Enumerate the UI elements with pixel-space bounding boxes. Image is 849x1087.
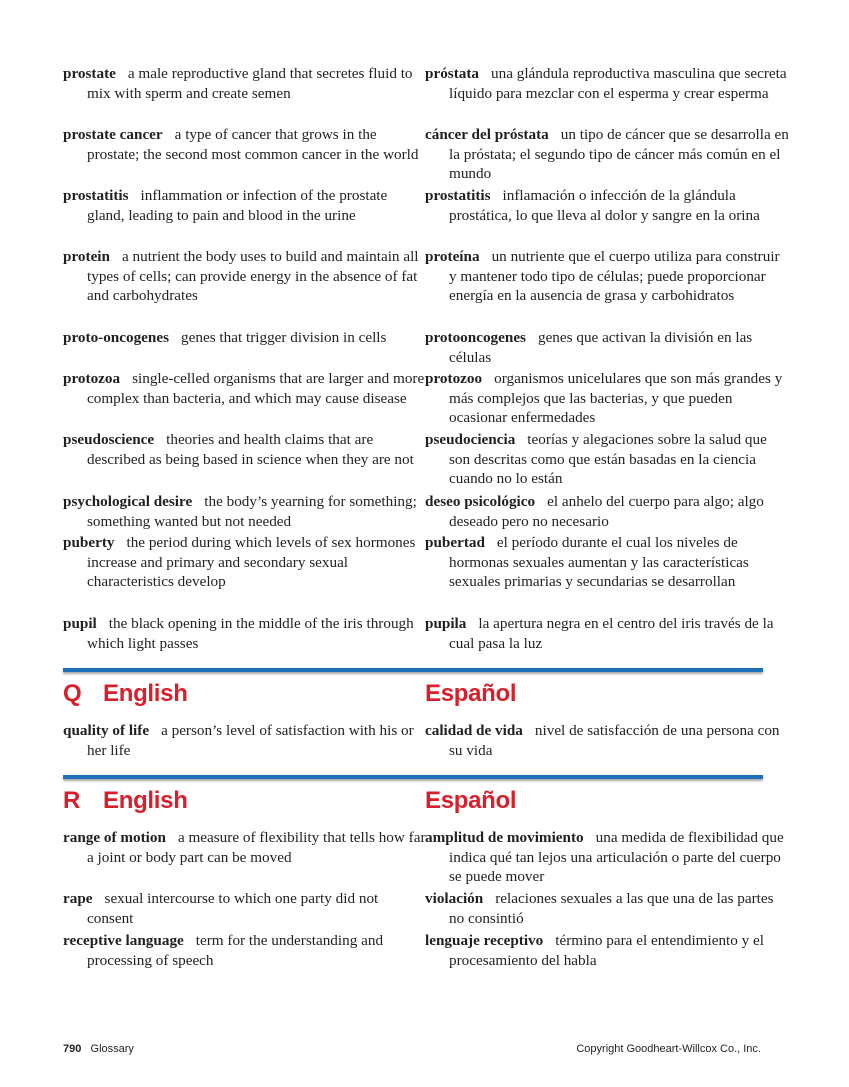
glossary-entry-en [63, 889, 427, 928]
entry-term: pubertad [425, 534, 485, 551]
entry-term: calidad de vida [425, 722, 523, 739]
entry-definition: un nutriente que el cuerpo utiliza para construir y mantener todo tipo de células; puede proporcionar energía en la ausencia de grasa y carbohidratos [449, 248, 780, 305]
glossary-entry-en [63, 247, 427, 306]
entry-definition: teorías y alegaciones sobre la salud que son descritas como que están basadas en la ciencia cuando no lo están [449, 431, 767, 488]
entry-definition: el período durante el cual los niveles de hormonas sexuales aumentan y las características sexuales primarias y secundarias se desarrollan [449, 534, 749, 591]
section-r-english-heading: English [103, 787, 188, 814]
entry-definition: sexual intercourse to which one party did not consent [87, 890, 379, 927]
entry-definition: una glándula reproductiva masculina que secreta líquido para mezclar con el esperma y crear esperma [449, 65, 787, 102]
entry-term: pseudoscience [63, 431, 155, 448]
entry-definition: term for the understanding and processing of speech [87, 932, 384, 969]
glossary-entry-es [425, 125, 789, 184]
glossary-entry-en [63, 64, 427, 103]
glossary-entry-es [425, 828, 789, 887]
entry-definition: the period during which levels of sex hormones increase and primary and secondary sexual characteristics develop [87, 534, 416, 591]
entry-definition: organismos unicelulares que son más grandes y más complejos que las bacterias, y que pueden ocasionar enfermedades [449, 370, 783, 427]
glossary-entry-es [425, 614, 789, 653]
entry-definition: single-celled organisms that are larger and more complex than bacteria, and which may cause disease [87, 370, 425, 407]
glossary-entry-en [63, 369, 427, 408]
glossary-entry-es [425, 889, 789, 928]
glossary-entry-en [63, 533, 427, 592]
entry-term: protooncogenes [425, 329, 526, 346]
glossary-entry-en [63, 828, 427, 867]
entry-definition: inflammation or infection of the prostate gland, leading to pain and blood in the urine [87, 187, 388, 224]
entry-definition: la apertura negra en el centro del iris través de la cual pasa la luz [449, 615, 774, 652]
section-q-english-heading: English [103, 680, 188, 707]
entry-definition: a male reproductive gland that secretes fluid to mix with sperm and create semen [87, 65, 413, 102]
section-r-spanish-heading: Español [425, 787, 517, 814]
entry-definition: término para el entendimiento y el procesamiento del habla [449, 932, 765, 969]
entry-definition: genes that trigger division in cells [181, 329, 387, 346]
entry-definition: una medida de flexibilidad que indica qué tan lejos una articulación o parte del cuerpo se puede mover [449, 829, 784, 886]
entry-term: prostatitis [63, 187, 129, 204]
entry-definition: genes que activan la división en las células [449, 329, 753, 366]
glossary-entry-en [63, 614, 427, 653]
glossary-entry-en [63, 328, 427, 348]
glossary-entry-en [63, 186, 427, 225]
glossary-entry-es [425, 430, 789, 489]
entry-term: lenguaje receptivo [425, 932, 544, 949]
entry-term: proto-oncogenes [63, 329, 170, 346]
entry-term: protozoo [425, 370, 483, 387]
entry-term: protein [63, 248, 110, 265]
entry-term: rape [63, 890, 93, 907]
copyright: Copyright Goodheart-Willcox Co., Inc. [576, 1043, 761, 1055]
entry-definition: the black opening in the middle of the iris through which light passes [87, 615, 414, 652]
entry-term: pseudociencia [425, 431, 516, 448]
section-q-divider [63, 668, 763, 672]
glossary-entry-es [425, 369, 789, 428]
glossary-entry-es [425, 931, 789, 970]
entry-term: puberty [63, 534, 115, 551]
entry-definition: el anhelo del cuerpo para algo; algo deseado pero no necesario [449, 493, 764, 530]
entry-term: psychological desire [63, 493, 193, 510]
entry-term: quality of life [63, 722, 150, 739]
entry-definition: inflamación o infección de la glándula prostática, lo que lleva al dolor y sangre en la orina [449, 187, 760, 224]
entry-term: prostate [63, 65, 116, 82]
section-q-spanish-heading: Español [425, 680, 517, 707]
section-r-letter: R [63, 787, 81, 814]
glossary-entry-es [425, 533, 789, 592]
entry-term: deseo psicológico [425, 493, 536, 510]
entry-term: protozoa [63, 370, 121, 387]
entry-definition: nivel de satisfacción de una persona con su vida [449, 722, 780, 759]
glossary-entry-es [425, 186, 789, 225]
glossary-entry-es [425, 64, 789, 103]
entry-term: cáncer del próstata [425, 126, 549, 143]
glossary-entry-en [63, 931, 427, 970]
entry-term: prostate cancer [63, 126, 163, 143]
entry-term: prostatitis [425, 187, 491, 204]
glossary-entry-en [63, 492, 427, 531]
glossary-entry-es [425, 247, 789, 306]
page-footer-left [63, 1043, 134, 1055]
page-number: 790 [63, 1043, 82, 1055]
entry-definition: theories and health claims that are described as being based in science when they are not [87, 431, 414, 468]
entry-term: range of motion [63, 829, 166, 846]
entry-definition: a person’s level of satisfaction with his or her life [87, 722, 414, 759]
entry-definition: a type of cancer that grows in the prostate; the second most common cancer in the world [87, 126, 419, 163]
glossary-entry-es [425, 721, 789, 760]
glossary-entry-es [425, 328, 789, 367]
footer-section: Glossary [90, 1043, 134, 1055]
entry-definition: relaciones sexuales a las que una de las partes no consintió [449, 890, 774, 927]
entry-term: pupil [63, 615, 97, 632]
entry-term: amplitud de movimiento [425, 829, 584, 846]
entry-definition: un tipo de cáncer que se desarrolla en la próstata; el segundo tipo de cáncer más común en el mundo [449, 126, 789, 183]
entry-definition: a measure of flexibility that tells how far a joint or body part can be moved [87, 829, 426, 866]
entry-definition: a nutrient the body uses to build and maintain all types of cells; can provide energy in the absence of fat and carbohydrates [87, 248, 419, 305]
entry-definition: the body’s yearning for something; something wanted but not needed [87, 493, 417, 530]
entry-term: proteína [425, 248, 480, 265]
glossary-entry-es [425, 492, 789, 531]
entry-term: próstata [425, 65, 479, 82]
glossary-entry-en [63, 721, 427, 760]
entry-term: violación [425, 890, 484, 907]
glossary-entry-en [63, 125, 427, 164]
entry-term: pupila [425, 615, 467, 632]
section-q-letter: Q [63, 680, 82, 707]
glossary-entry-en [63, 430, 427, 469]
section-r-divider [63, 775, 763, 779]
entry-term: receptive language [63, 932, 184, 949]
